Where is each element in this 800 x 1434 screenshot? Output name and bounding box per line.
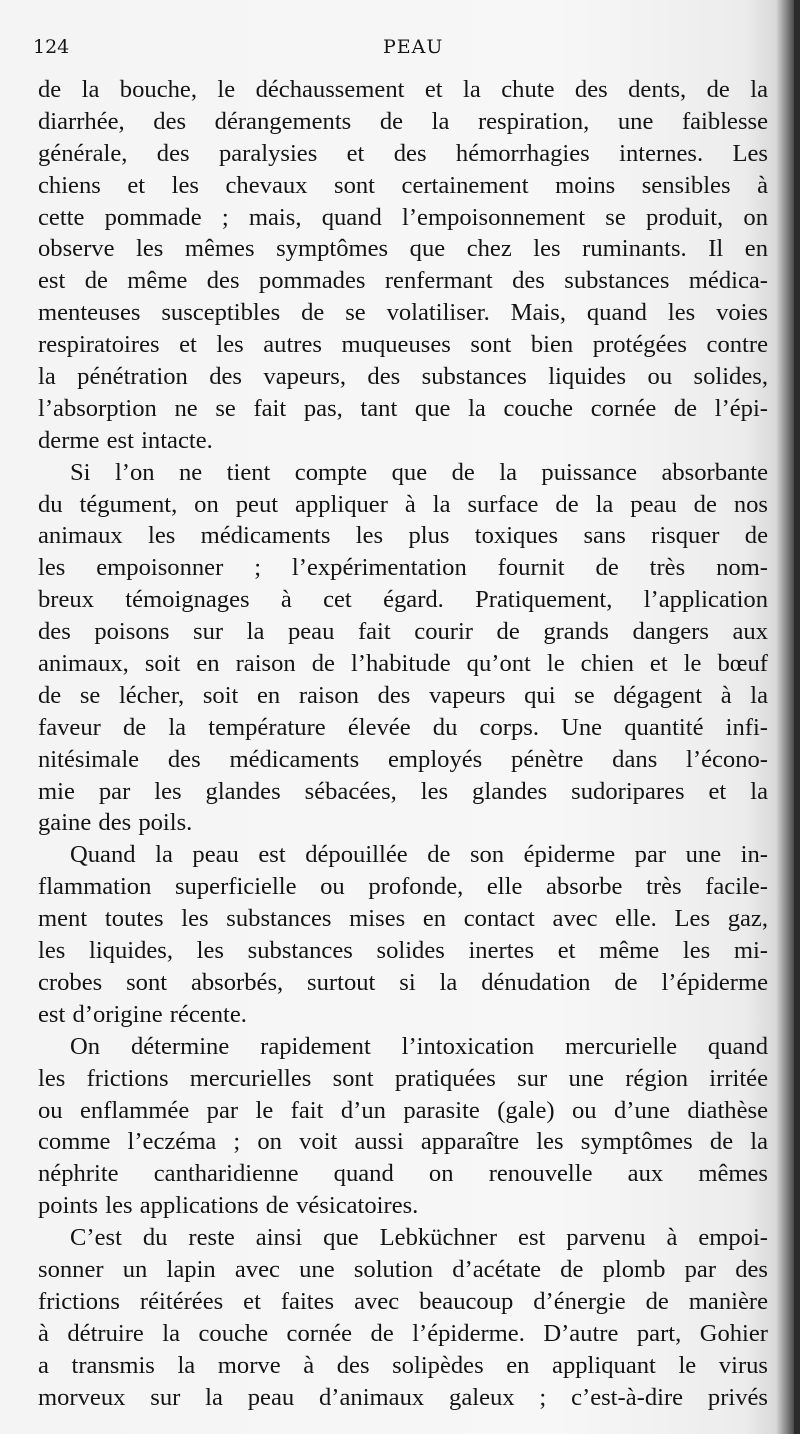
text-line: mie par les glandes sébacées, les glandes sudoripares et la <box>38 777 768 805</box>
text-line: est de même des pommades renfermant des substances médica- <box>38 267 768 295</box>
page-number: 124 <box>33 36 70 58</box>
text-line: nitésimale des médicaments employés pénètre dans l’écono- <box>38 745 768 773</box>
text-line: diarrhée, des dérangements de la respiration, une faiblesse <box>38 107 768 135</box>
page-header <box>33 36 773 60</box>
text-line: les liquides, les substances solides inertes et même les mi- <box>38 937 768 965</box>
text-line: derme est intacte. <box>38 426 213 454</box>
paragraph <box>38 1031 768 1222</box>
text-line: On détermine rapidement l’intoxication mercurielle quand <box>70 1032 768 1060</box>
text-line: ment toutes les substances mises en contact avec elle. Les gaz, <box>38 905 768 933</box>
page-edge-shadow <box>794 0 800 1434</box>
text-line: des poisons sur la peau fait courir de grands dangers aux <box>38 618 768 646</box>
paragraph <box>38 1222 768 1413</box>
text-line: breux témoignages à cet égard. Pratiquement, l’application <box>38 586 768 614</box>
paragraph <box>38 74 768 457</box>
text-line: du tégument, on peut appliquer à la surface de la peau de nos <box>38 490 768 518</box>
text-line: crobes sont absorbés, surtout si la dénudation de l’épiderme <box>38 968 768 996</box>
text-line: comme l’eczéma ; on voit aussi apparaître les symptômes de la <box>38 1128 768 1156</box>
text-line: générale, des paralysies et des hémorrhagies internes. Les <box>38 139 768 167</box>
text-line: de se lécher, soit en raison des vapeurs qui se dégagent à la <box>38 681 768 709</box>
running-head: PEAU <box>383 36 444 58</box>
text-line: flammation superficielle ou profonde, elle absorbe très facile- <box>38 873 768 901</box>
text-line: Si l’on ne tient compte que de la puissance absorbante <box>70 458 768 486</box>
paragraph <box>38 457 768 840</box>
text-line: la pénétration des vapeurs, des substances liquides ou solides, <box>38 363 768 391</box>
text-line: animaux, soit en raison de l’habitude qu’ont le chien et le bœuf <box>38 650 768 678</box>
text-line: points les applications de vésicatoires. <box>38 1192 419 1220</box>
text-line: est d’origine récente. <box>38 1000 247 1028</box>
paragraph <box>38 839 768 1030</box>
text-line: néphrite cantharidienne quand on renouvelle aux mêmes <box>38 1160 768 1188</box>
text-line: observe les mêmes symptômes que chez les ruminants. Il en <box>38 235 768 263</box>
text-line: frictions réitérées et faites avec beaucoup d’énergie de manière <box>38 1287 768 1315</box>
text-line: l’absorption ne se fait pas, tant que la couche cornée de l’épi- <box>38 394 768 422</box>
text-line: cette pommade ; mais, quand l’empoisonnement se produit, on <box>38 203 768 231</box>
text-line: a transmis la morve à des solipèdes en appliquant le virus <box>38 1351 768 1379</box>
text-line: morveux sur la peau d’animaux galeux ; c’est-à-dire privés <box>38 1383 768 1411</box>
text-line: à détruire la couche cornée de l’épiderme. D’autre part, Gohier <box>38 1319 768 1347</box>
text-line: animaux les médicaments les plus toxiques sans risquer de <box>38 522 768 550</box>
text-line: chiens et les chevaux sont certainement moins sensibles à <box>38 171 768 199</box>
text-line: les empoisonner ; l’expérimentation fournit de très nom- <box>38 554 768 582</box>
text-line: menteuses susceptibles de se volatiliser. Mais, quand les voies <box>38 299 768 327</box>
text-line: de la bouche, le déchaussement et la chute des dents, de la <box>38 76 768 103</box>
text-line: sonner un lapin avec une solution d’acétate de plomb par des <box>38 1255 768 1283</box>
text-line: C’est du reste ainsi que Lebküchner est parvenu à empoi- <box>70 1224 768 1252</box>
text-line: faveur de la température élevée du corps. Une quantité infi- <box>38 713 768 741</box>
text-line: Quand la peau est dépouillée de son épiderme par une in- <box>70 841 768 869</box>
text-line: respiratoires et les autres muqueuses sont bien protégées contre <box>38 331 768 359</box>
text-line: ou enflammée par le fait d’un parasite (gale) ou d’une diathèse <box>38 1096 768 1124</box>
text-line: gaine des poils. <box>38 809 193 837</box>
text-line: les frictions mercurielles sont pratiquées sur une région irritée <box>38 1064 768 1092</box>
body-text <box>38 74 768 1413</box>
